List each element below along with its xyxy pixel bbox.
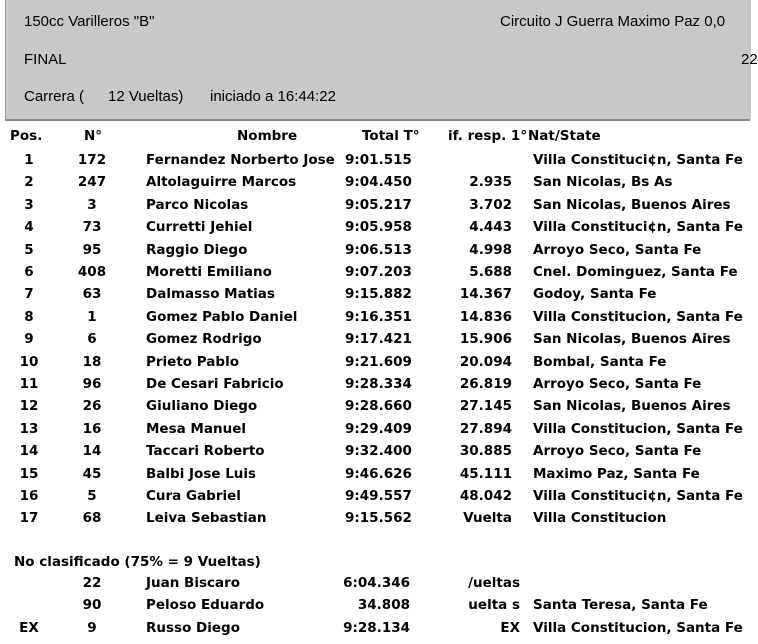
result-pos: 1 xyxy=(24,152,34,168)
result-pos: 17 xyxy=(19,510,39,527)
table-row xyxy=(0,619,750,644)
result-number: 26 xyxy=(82,398,102,415)
result-number: 22 xyxy=(82,575,102,591)
result-number: 6 xyxy=(87,331,97,348)
col-num: N° xyxy=(84,128,103,144)
table-row xyxy=(0,400,750,422)
result-total-time: 9:28.660 xyxy=(345,398,412,415)
result-pos: 6 xyxy=(24,264,34,280)
result-hometown: Villa Constituci¢n, Santa Fe xyxy=(533,488,743,504)
col-diff: if. resp. 1° xyxy=(448,128,528,144)
table-row xyxy=(0,353,750,378)
result-driver-name: Russo Diego xyxy=(146,619,240,636)
result-gap: 27.145 xyxy=(459,398,512,415)
result-total-time: 9:05.217 xyxy=(345,196,412,213)
result-gap: Vuelta xyxy=(463,510,512,527)
result-hometown: Cnel. Dominguez, Santa Fe xyxy=(533,264,738,280)
result-hometown: San Nicolas, Buenos Aires xyxy=(533,196,731,213)
result-hometown: Maximo Paz, Santa Fe xyxy=(533,465,700,482)
result-number: 16 xyxy=(82,420,102,437)
result-gap: EX xyxy=(500,619,520,636)
result-number: 1 xyxy=(87,308,97,325)
race-start: iniciado a 16:44:22 xyxy=(210,88,336,105)
table-row xyxy=(0,288,750,310)
table-row xyxy=(0,266,750,288)
result-total-time: 9:16.351 xyxy=(345,308,412,325)
result-hometown: San Nicolas, Bs As xyxy=(533,174,673,191)
result-hometown: Santa Teresa, Santa Fe xyxy=(533,597,708,614)
result-driver-name: Giuliano Diego xyxy=(146,398,258,415)
table-row xyxy=(0,308,750,333)
result-total-time: 9:17.421 xyxy=(345,331,412,348)
result-hometown: Arroyo Seco, Santa Fe xyxy=(533,443,702,460)
result-total-time: 9:01.515 xyxy=(345,152,412,168)
result-driver-name: Fernandez Norberto Jose xyxy=(146,152,335,168)
result-total-time: 9:07.203 xyxy=(345,264,412,280)
table-row xyxy=(0,465,750,490)
result-number: 14 xyxy=(82,443,102,460)
result-driver-name: Prieto Pablo xyxy=(146,353,239,370)
col-total: Total T° xyxy=(362,128,420,144)
result-hometown: Villa Constituci¢n, Santa Fe xyxy=(533,152,743,168)
result-number: 96 xyxy=(82,376,102,392)
result-driver-name: Moretti Emiliano xyxy=(146,264,272,280)
result-gap: 5.688 xyxy=(469,264,512,280)
result-driver-name: Gomez Pablo Daniel xyxy=(146,308,298,325)
result-hometown: Villa Constitucion, Santa Fe xyxy=(533,619,743,636)
result-number: 73 xyxy=(82,219,102,236)
result-driver-name: Cura Gabriel xyxy=(146,488,241,504)
table-row xyxy=(0,241,750,266)
result-total-time: 9:32.400 xyxy=(345,443,412,460)
result-gap: 27.894 xyxy=(459,420,512,437)
result-pos: 2 xyxy=(24,174,34,191)
result-pos: 8 xyxy=(24,308,34,325)
result-number: 90 xyxy=(82,597,102,614)
report-header xyxy=(5,0,758,119)
result-driver-name: Altolaguirre Marcos xyxy=(146,174,297,191)
result-number: 45 xyxy=(82,465,102,482)
result-hometown: Arroyo Seco, Santa Fe xyxy=(533,241,702,258)
table-row xyxy=(0,599,750,621)
result-hometown: San Nicolas, Buenos Aires xyxy=(533,398,731,415)
result-hometown: Villa Constitucion, Santa Fe xyxy=(533,308,743,325)
col-nat: Nat/State xyxy=(528,128,601,144)
result-number: 68 xyxy=(82,510,102,527)
result-number: 9 xyxy=(87,619,97,636)
result-total-time: 9:04.450 xyxy=(345,174,412,191)
result-pos: 11 xyxy=(19,376,39,392)
table-row xyxy=(0,176,750,198)
table-row xyxy=(0,154,750,176)
result-driver-name: Curretti Jehiel xyxy=(146,219,253,236)
result-pos: 10 xyxy=(19,353,39,370)
result-driver-name: Mesa Manuel xyxy=(146,420,246,437)
result-number: 172 xyxy=(77,152,107,168)
result-pos: 16 xyxy=(19,488,39,504)
result-gap: 48.042 xyxy=(459,488,512,504)
result-number: 18 xyxy=(82,353,102,370)
results-column-header xyxy=(0,130,750,152)
result-gap: 14.367 xyxy=(459,286,512,303)
result-driver-name: Juan Biscaro xyxy=(146,575,241,591)
result-pos: 7 xyxy=(24,286,34,303)
table-row xyxy=(0,333,750,355)
result-gap: 15.906 xyxy=(459,331,512,348)
result-total-time: 9:29.409 xyxy=(345,420,412,437)
result-pos: 4 xyxy=(24,219,34,236)
result-driver-name: Leiva Sebastian xyxy=(146,510,267,527)
result-gap: 20.094 xyxy=(459,353,512,370)
result-hometown: San Nicolas, Buenos Aires xyxy=(533,331,731,348)
table-row xyxy=(0,420,750,445)
table-row xyxy=(0,512,750,534)
not-classified-title: No clasificado (75% = 9 Vueltas) xyxy=(14,554,261,570)
result-total-time: 9:15.882 xyxy=(345,286,412,303)
result-hometown: Villa Constitucion, Santa Fe xyxy=(533,420,743,437)
result-total-time: 6:04.346 xyxy=(343,575,410,591)
result-pos: EX xyxy=(19,619,39,636)
result-pos: 14 xyxy=(19,443,39,460)
table-row xyxy=(0,577,750,599)
race-laps: 12 Vueltas) xyxy=(108,88,184,105)
col-name: Nombre xyxy=(237,128,298,144)
header-divider xyxy=(5,119,750,121)
result-number: 95 xyxy=(82,241,102,258)
result-hometown: Villa Constitucion xyxy=(533,510,667,527)
result-total-time: 9:49.557 xyxy=(345,488,412,504)
race-label: Carrera ( xyxy=(24,88,85,105)
result-gap: 45.111 xyxy=(459,465,512,482)
table-row xyxy=(0,445,750,467)
result-pos: 12 xyxy=(19,398,39,415)
result-total-time: 9:06.513 xyxy=(345,241,412,258)
result-driver-name: Peloso Eduardo xyxy=(146,597,265,614)
result-total-time: 9:28.334 xyxy=(345,376,412,392)
result-gap: 26.819 xyxy=(459,376,512,392)
table-row xyxy=(0,196,750,221)
result-gap: 4.443 xyxy=(469,219,512,236)
result-total-time: 9:15.562 xyxy=(345,510,412,527)
result-pos: 5 xyxy=(24,241,34,258)
result-gap: 4.998 xyxy=(469,241,512,258)
table-row xyxy=(0,221,750,243)
result-pos: 3 xyxy=(24,196,34,213)
result-gap: 2.935 xyxy=(469,174,512,191)
result-driver-name: De Cesari Fabricio xyxy=(146,376,284,392)
result-number: 63 xyxy=(82,286,102,303)
result-gap: /ueltas xyxy=(468,575,520,591)
result-total-time: 9:21.609 xyxy=(345,353,412,370)
result-total-time: 34.808 xyxy=(357,597,410,614)
session-name: FINAL xyxy=(24,51,67,68)
result-hometown: Villa Constituci¢n, Santa Fe xyxy=(533,219,743,236)
circuit-name: Circuito J Guerra Maximo Paz 0,0 xyxy=(500,13,726,30)
result-pos: 9 xyxy=(24,331,34,348)
result-total-time: 9:05.958 xyxy=(345,219,412,236)
result-driver-name: Dalmasso Matias xyxy=(146,286,275,303)
result-pos: 13 xyxy=(19,420,39,437)
table-row xyxy=(0,378,750,400)
category-title: 150cc Varilleros "B" xyxy=(24,13,155,30)
result-driver-name: Parco Nicolas xyxy=(146,196,249,213)
result-total-time: 9:46.626 xyxy=(345,465,412,482)
result-hometown: Arroyo Seco, Santa Fe xyxy=(533,376,702,392)
result-pos: 15 xyxy=(19,465,39,482)
result-number: 5 xyxy=(87,488,97,504)
result-gap: 3.702 xyxy=(469,196,512,213)
col-pos: Pos. xyxy=(10,128,43,144)
date-partial: 22 xyxy=(741,51,758,68)
result-driver-name: Balbi Jose Luis xyxy=(146,465,257,482)
result-hometown: Godoy, Santa Fe xyxy=(533,286,657,303)
result-number: 3 xyxy=(87,196,97,213)
result-number: 408 xyxy=(77,264,107,280)
result-gap: 14.836 xyxy=(459,308,512,325)
result-driver-name: Gomez Rodrigo xyxy=(146,331,262,348)
result-hometown: Bombal, Santa Fe xyxy=(533,353,667,370)
result-gap: 30.885 xyxy=(459,443,512,460)
result-driver-name: Raggio Diego xyxy=(146,241,248,258)
table-row xyxy=(0,490,750,512)
result-number: 247 xyxy=(77,174,107,191)
result-gap: uelta s xyxy=(468,597,520,614)
result-total-time: 9:28.134 xyxy=(343,619,410,636)
result-driver-name: Taccari Roberto xyxy=(146,443,265,460)
